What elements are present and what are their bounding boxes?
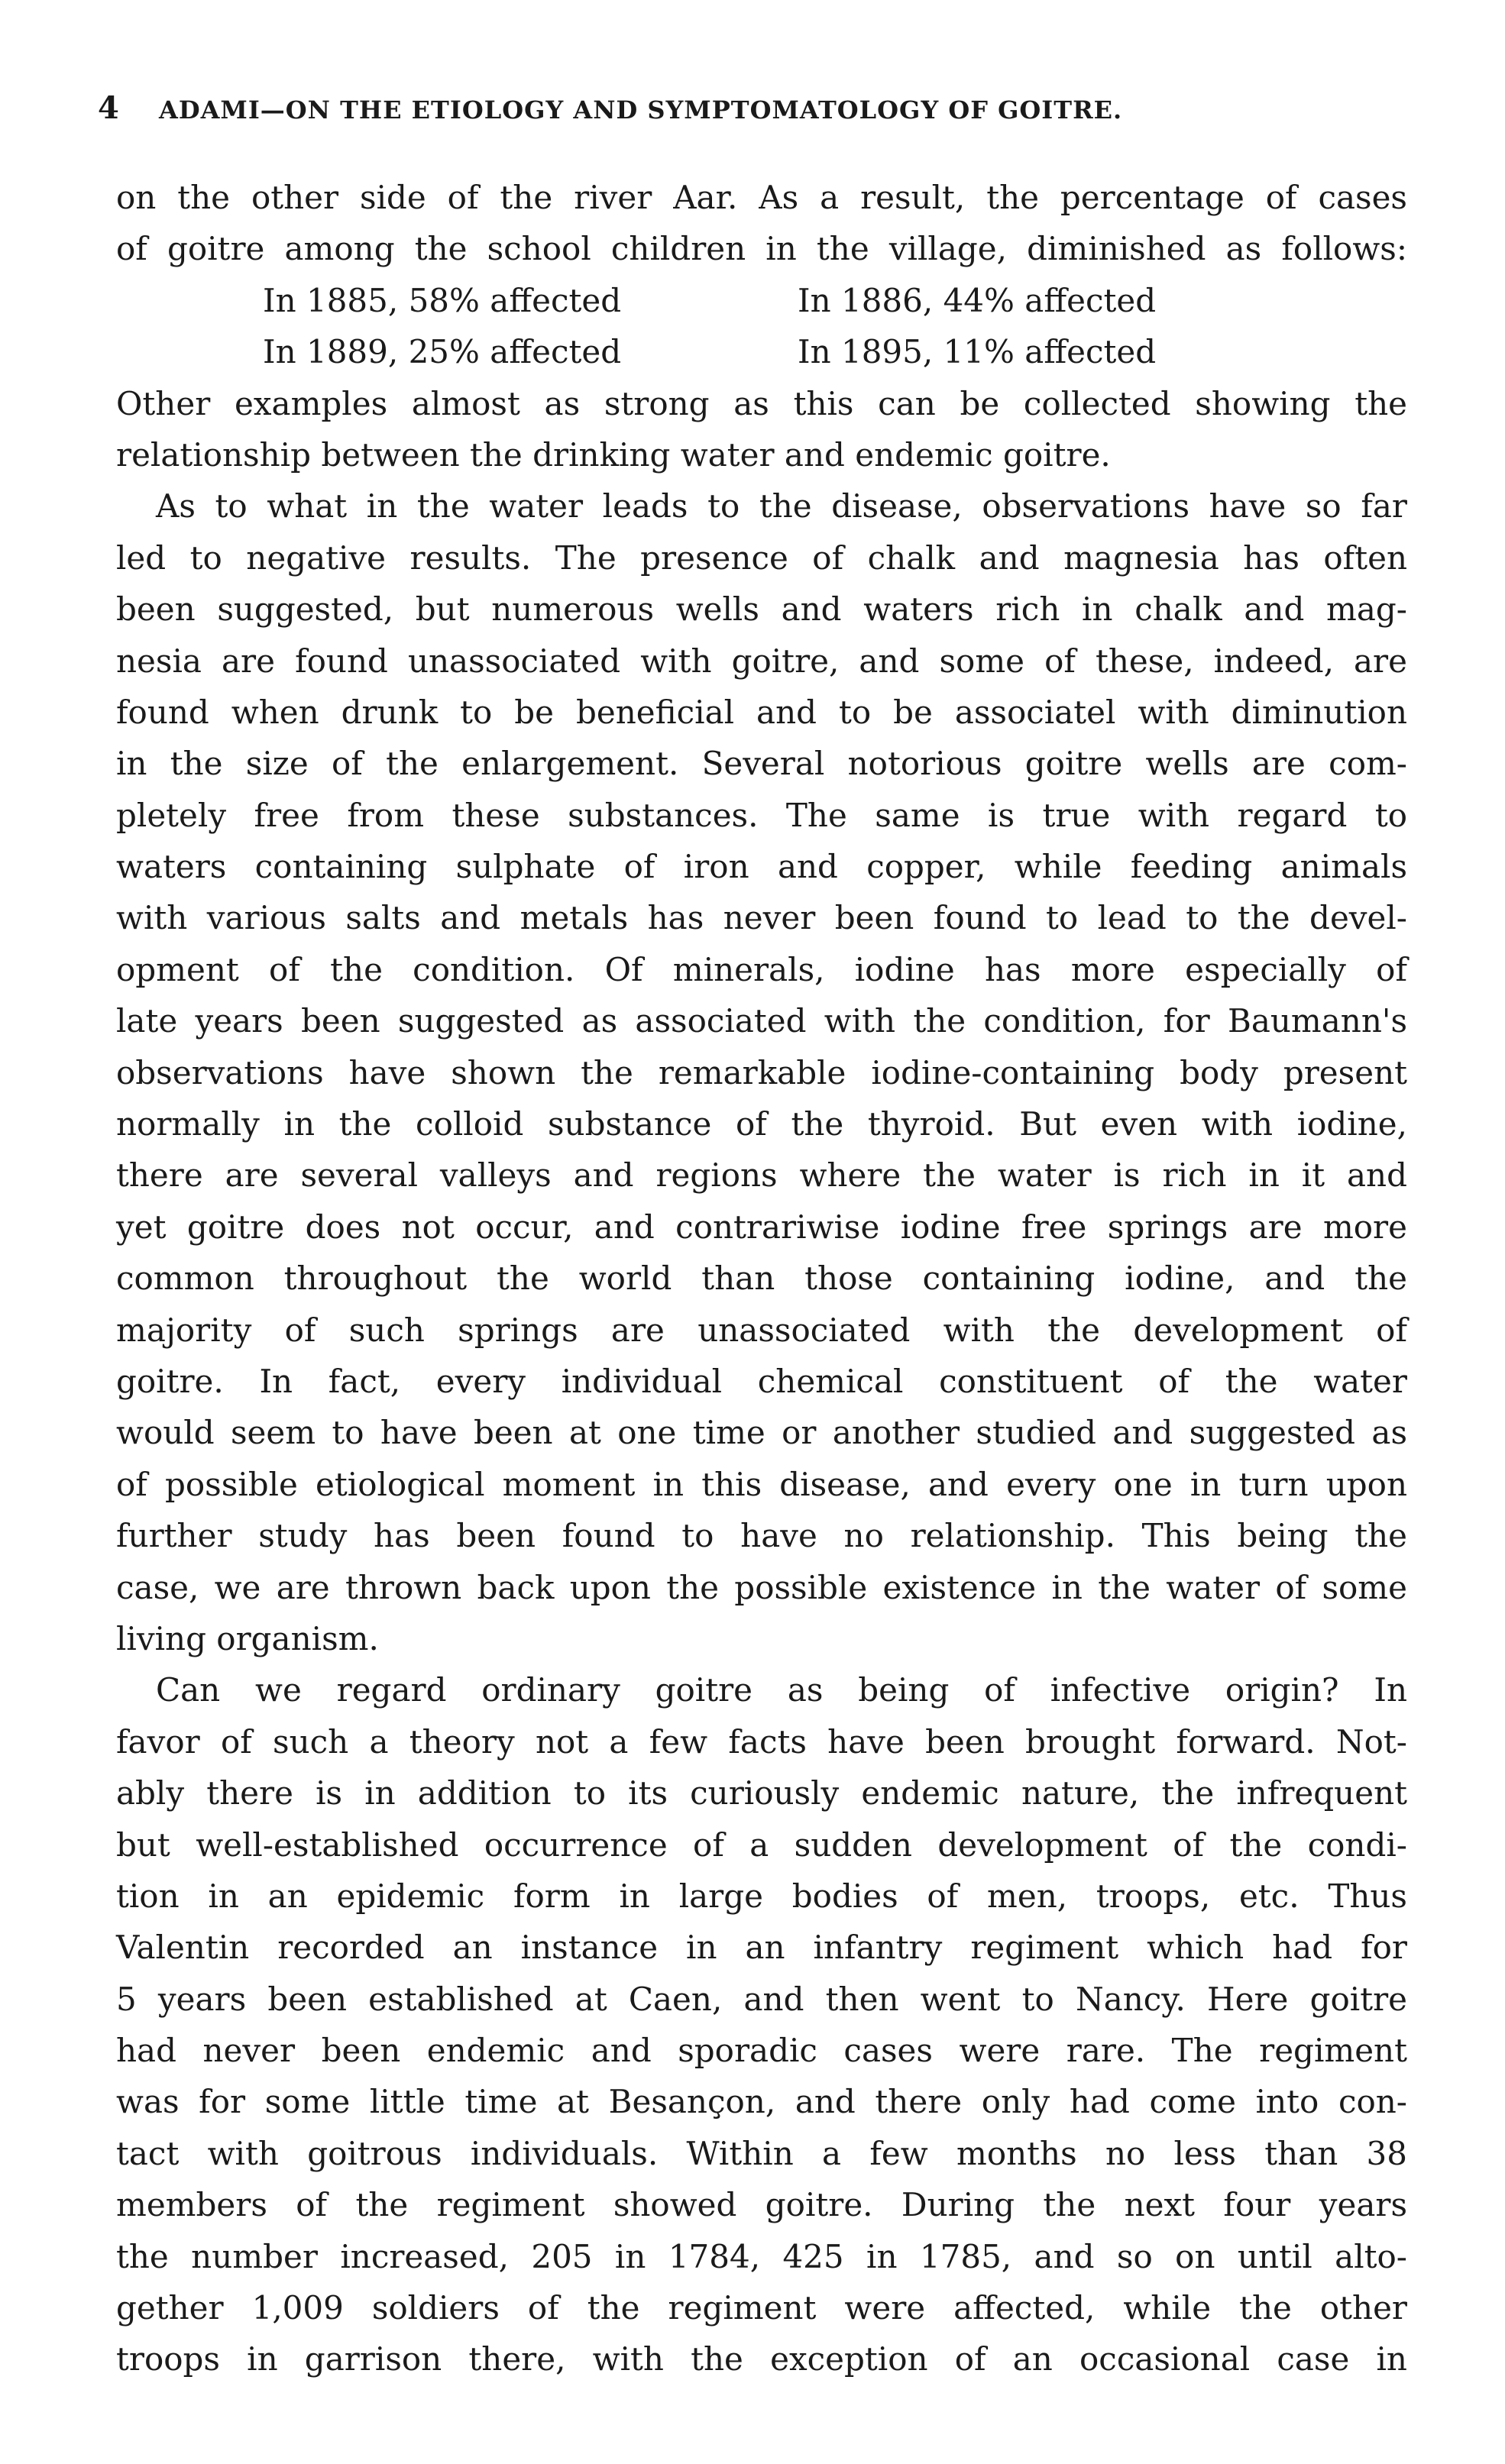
- text-line: been suggested, but numerous wells and waters rich in chalk and mag-: [116, 590, 1407, 629]
- text-line: was for some little time at Besançon, and there only had come into con-: [116, 2083, 1407, 2121]
- text-line: the number increased, 205 in 1784, 425 in 1785, and so on until alto-: [116, 2237, 1407, 2275]
- text-line: but well-established occurrence of a sudden development of the condi-: [116, 1825, 1407, 1864]
- text-line: gether 1,009 soldiers of the regiment were affected, while the other: [116, 2289, 1407, 2327]
- text-line: pletely free from these substances. The same is true with regard to: [116, 796, 1407, 834]
- text-line: late years been suggested as associated with the condition, for Baumann's: [116, 1002, 1407, 1040]
- stats-row: [116, 326, 1407, 377]
- running-head: ADAMI—ON THE ETIOLOGY AND SYMPTOMATOLOGY OF GOITRE.: [159, 95, 1123, 124]
- text-line: on the other side of the river Aar. As a result, the percentage of cases: [116, 179, 1407, 216]
- text-line: Valentin recorded an instance in an infantry regiment which had for: [116, 1929, 1407, 1967]
- text-line: led to negative results. The presence of chalk and magnesia has often: [116, 538, 1407, 577]
- text-line: yet goitre does not occur, and contrariwise iodine free springs are more: [116, 1208, 1407, 1246]
- text-line: of possible etiological moment in this disease, and every one in turn upon: [116, 1465, 1407, 1503]
- paragraph-start-line: As to what in the water leads to the disease, observations have so far: [156, 487, 1407, 525]
- text-line: goitre. In fact, every individual chemical constituent of the water: [116, 1362, 1407, 1400]
- text-line: found when drunk to be beneficial and to be associatel with diminution: [116, 693, 1407, 731]
- page-header: [98, 90, 1397, 136]
- text-line: waters containing sulphate of iron and copper, while feeding animals: [116, 848, 1407, 886]
- paragraph-start-line: Can we regard ordinary goitre as being of infective origin? In: [156, 1671, 1407, 1709]
- text-line: ably there is in addition to its curiously endemic nature, the infrequent: [116, 1774, 1407, 1812]
- text-line: opment of the condition. Of minerals, iodine has more especially of: [116, 950, 1407, 988]
- text-line: normally in the colloid substance of the thyroid. But even with iodine,: [116, 1105, 1407, 1143]
- text-line: tact with goitrous individuals. Within a few months no less than 38: [116, 2134, 1407, 2172]
- text-line: majority of such springs are unassociated with the development of: [116, 1311, 1407, 1349]
- body-text: [116, 172, 1407, 2385]
- text-line: tion in an epidemic form in large bodies of men, troops, etc. Thus: [116, 1877, 1407, 1915]
- page-number: 4: [98, 90, 119, 126]
- text-line: Other examples almost as strong as this can be collected showing the: [116, 384, 1407, 422]
- text-line: with various salts and metals has never been found to lead to the devel-: [116, 899, 1407, 937]
- text-line: members of the regiment showed goitre. During the next four years: [116, 2186, 1407, 2224]
- text-line: there are several valleys and regions where the water is rich in it and: [116, 1156, 1407, 1195]
- text-line: common throughout the world than those containing iodine, and the: [116, 1259, 1407, 1298]
- text-line: living organism.: [116, 1619, 379, 1657]
- stat-1889: In 1889, 25% affected: [263, 333, 622, 371]
- stat-1886: In 1886, 44% affected: [798, 281, 1157, 319]
- text-line: would seem to have been at one time or another studied and suggested as: [116, 1414, 1407, 1452]
- text-line: relationship between the drinking water and endemic goitre.: [116, 435, 1111, 474]
- stats-row: [116, 275, 1407, 326]
- text-line: observations have shown the remarkable iodine-containing body present: [116, 1053, 1407, 1091]
- text-line: in the size of the enlargement. Several notorious goitre wells are com-: [116, 745, 1407, 783]
- text-line: further study has been found to have no relationship. This being the: [116, 1517, 1407, 1555]
- text-line: nesia are found unassociated with goitre, and some of these, indeed, are: [116, 642, 1407, 680]
- text-line: favor of such a theory not a few facts have been brought forward. Not-: [116, 1722, 1407, 1761]
- text-line: of goitre among the school children in the village, diminished as follows:: [116, 230, 1407, 268]
- stat-1895: In 1895, 11% affected: [798, 333, 1157, 371]
- text-line: troops in garrison there, with the exception of an occasional case in: [116, 2340, 1407, 2378]
- text-line: case, we are thrown back upon the possible existence in the water of some: [116, 1568, 1407, 1606]
- text-line: had never been endemic and sporadic cases were rare. The regiment: [116, 2032, 1407, 2070]
- stat-1885: In 1885, 58% affected: [263, 281, 622, 319]
- text-line: 5 years been established at Caen, and then went to Nancy. Here goitre: [116, 1980, 1407, 2018]
